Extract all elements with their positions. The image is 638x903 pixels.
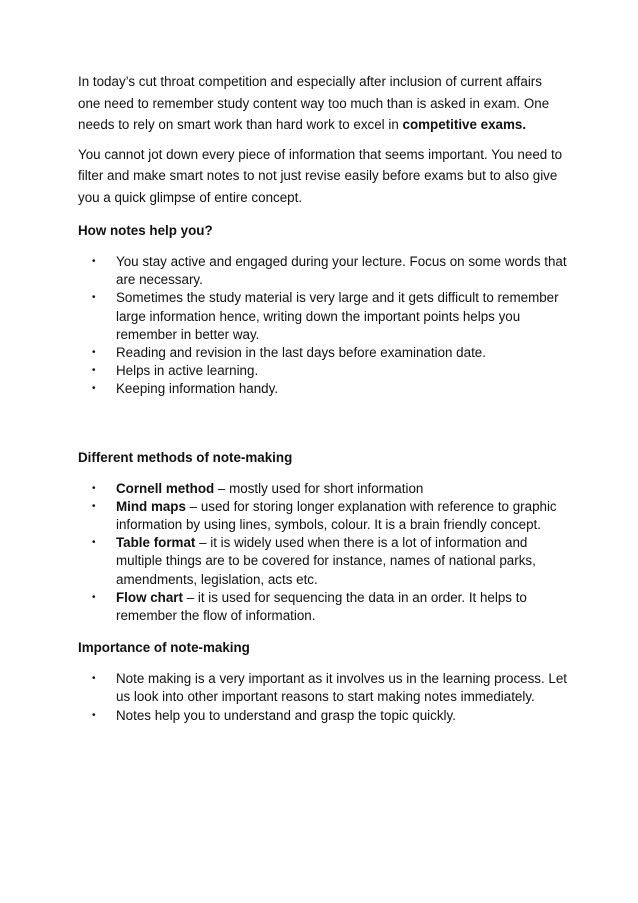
document-page bbox=[78, 71, 568, 725]
section-heading-how-notes-help: How notes help you? bbox=[78, 223, 213, 238]
how-notes-help-list bbox=[78, 253, 568, 399]
bullet-icon: • bbox=[92, 500, 96, 512]
method-term: Mind maps bbox=[116, 498, 186, 514]
intro-paragraph-2: You cannot jot down every piece of information that seems important. You need to filter and make smart notes to not just revise easily before exams but to also give you a quick glimpse of entire concept. bbox=[78, 146, 563, 205]
section-heading-methods: Different methods of note-making bbox=[78, 449, 293, 465]
bullet-icon: • bbox=[92, 591, 96, 603]
bullet-icon: • bbox=[92, 709, 96, 721]
list-item-text: Helps in active learning. bbox=[116, 363, 259, 379]
list-item-text: Keeping information handy. bbox=[116, 381, 279, 397]
bullet-icon: • bbox=[92, 256, 96, 267]
method-description: – it is widely used when there is a lot of information and multiple things are to be covered for instance, names of national parks, amendments, legislation, acts etc. bbox=[116, 535, 536, 587]
list-item-text: Note making is a very important as it involves us in the learning process. Let us look into other important reasons to start making notes immediately. bbox=[116, 671, 568, 705]
list-item-text: Notes help you to understand and grasp the topic quickly. bbox=[116, 707, 456, 723]
methods-list bbox=[78, 480, 568, 626]
list-item bbox=[78, 253, 568, 289]
list-item bbox=[78, 480, 568, 498]
method-term: Cornell method bbox=[116, 480, 215, 496]
list-item bbox=[78, 670, 568, 706]
list-item bbox=[78, 380, 568, 398]
bullet-icon: • bbox=[92, 365, 96, 377]
list-item-text: You stay active and engaged during your lecture. Focus on some words that are necessary. bbox=[116, 254, 567, 288]
bullet-icon: • bbox=[92, 673, 96, 685]
bullet-icon: • bbox=[92, 383, 96, 395]
list-item bbox=[78, 534, 568, 589]
method-description: – mostly used for short information bbox=[214, 480, 424, 496]
method-term: Flow chart bbox=[116, 589, 183, 605]
list-item bbox=[78, 589, 568, 625]
intro-paragraph-1 bbox=[78, 71, 568, 136]
section-heading-importance: Importance of note-making bbox=[78, 640, 250, 656]
bullet-icon: • bbox=[92, 482, 96, 494]
intro-paragraph-1-text: In today’s cut throat competition and especially after inclusion of current affairs one need to remember study content way too much than is asked in exam. One needs to rely on smart work than hard work to excel in bbox=[78, 74, 550, 132]
bullet-icon: • bbox=[92, 292, 96, 304]
intro-paragraph-1-bold: competitive exams. bbox=[402, 117, 527, 132]
importance-list bbox=[78, 670, 568, 725]
list-item-text: Sometimes the study material is very large and it gets difficult to remember large information hence, writing down the important points helps you remember in better way. bbox=[116, 290, 559, 342]
bullet-icon: • bbox=[92, 537, 96, 549]
list-item bbox=[78, 498, 568, 534]
list-item bbox=[78, 344, 568, 362]
method-description: – it is used for sequencing the data in an order. It helps to remember the flow of information. bbox=[116, 589, 527, 624]
bullet-icon: • bbox=[92, 347, 96, 359]
list-item bbox=[78, 707, 568, 725]
list-item bbox=[78, 289, 568, 344]
list-item bbox=[78, 362, 568, 380]
method-description: – used for storing longer explanation with reference to graphic information by using lines, symbols, colour. It is a brain friendly concept. bbox=[116, 498, 557, 533]
list-item-text: Reading and revision in the last days before examination date. bbox=[116, 345, 486, 361]
method-term: Table format bbox=[116, 535, 196, 551]
